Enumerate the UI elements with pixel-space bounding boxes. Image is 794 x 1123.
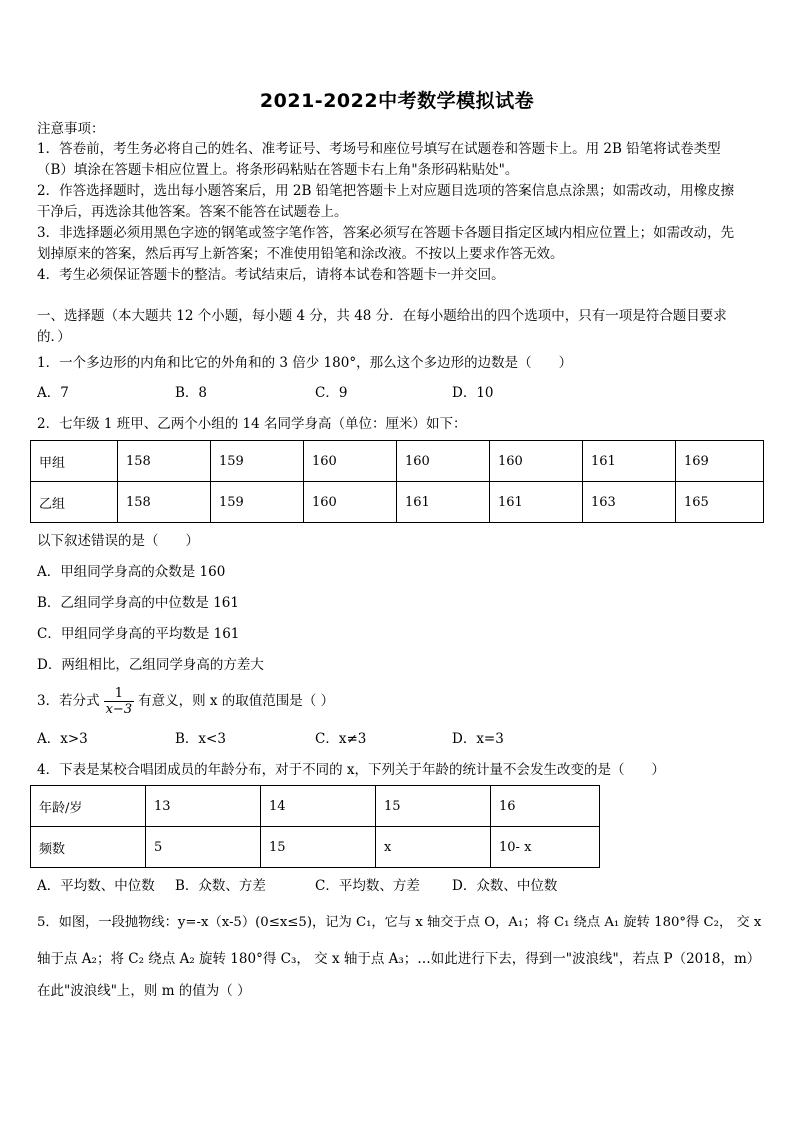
table-cell: 160 [304,482,397,523]
q3-fraction-denominator: x−3 [105,702,133,717]
notice-line: 4．考生必须保证答题卡的整洁。考试结束后，请将本试卷和答题卡一并交回。 [37,267,505,283]
table-cell: 160 [490,441,583,482]
table-cell: 年龄/岁 [31,786,146,827]
q1-option-c: C．9 [315,385,348,401]
table-cell: 160 [397,441,490,482]
q3-option-a: A．x>3 [37,731,88,747]
table-cell: 14 [261,786,376,827]
q4-option-a: A．平均数、中位数 [37,878,155,894]
q3-option-d: D．x=3 [452,731,504,747]
q3-fraction [104,686,135,717]
table-cell: x [376,827,491,868]
question-5-line: 5．如图，一段抛物线：y=-x（x-5）(0≤x≤5)，记为 C₁，它与 x 轴交于点 O，A₁；将 C₁ 绕点 A₁ 旋转 180°得 C₂， 交 x [37,915,762,930]
q2-height-table [30,440,764,523]
table-cell: 169 [676,441,764,482]
table-row [31,827,600,868]
q3-option-c: C．x≠3 [315,731,367,747]
table-cell: 161 [583,441,676,482]
question-5-line: 在此"波浪线"上，则 m 的值为（ ） [37,983,251,999]
table-cell: 160 [304,441,397,482]
q4-option-d: D．众数、中位数 [452,878,558,894]
table-cell: 10- x [491,827,600,868]
table-cell: 频数 [31,827,146,868]
notice-line: 3．非选择题必须用黑色字迹的钢笔或签字笔作答，答案必须写在答题卡各题目指定区域内相应位置上；如需改动，先 [37,225,735,241]
q2-option-c: C．甲组同学身高的平均数是 161 [37,626,240,642]
notice-line: 干净后，再选涂其他答案。答案不能答在试题卷上。 [37,204,348,220]
question-2-stem: 2．七年级 1 班甲、乙两个小组的 14 名同学身高（单位：厘米）如下： [37,416,467,432]
question-1-stem: 1．一个多边形的内角和比它的外角和的 3 倍少 180°，那么这个多边形的边数是（ ） [37,355,573,371]
q4-age-table [30,785,600,868]
question-3-stem [37,683,334,719]
q2-option-b: B．乙组同学身高的中位数是 161 [37,595,239,611]
q3-option-b: B．x<3 [175,731,226,747]
table-cell: 15 [376,786,491,827]
notice-heading: 注意事项： [37,121,105,137]
section-heading: 一、选择题（本大题共 12 个小题，每小题 4 分，共 48 分．在每小题给出的四个选项中，只有一项是符合题目要求 [37,308,727,324]
notice-line: 1．答卷前，考生务必将自己的姓名、准考证号、考场号和座位号填写在试题卷和答题卡上。用 2B 铅笔将试卷类型 [37,141,721,157]
q3-stem-pre: 3．若分式 [37,693,100,709]
q2-prompt: 以下叙述错误的是（ ） [37,533,199,549]
q4-option-c: C．平均数、方差 [315,878,420,894]
notice-line: （B）填涂在答题卡相应位置上。将条形码粘贴在答题卡右上角"条形码粘贴处"。 [37,162,519,178]
q1-option-b: B．8 [175,385,208,401]
table-cell: 165 [676,482,764,523]
table-cell: 159 [211,441,304,482]
section-heading-cont: 的．） [37,329,71,345]
table-cell: 159 [211,482,304,523]
q3-stem-post: 有意义，则 x 的取值范围是（ ） [138,693,335,709]
table-cell: 158 [118,441,211,482]
q1-option-d: D．10 [452,385,494,401]
table-cell: 15 [261,827,376,868]
table-row [31,441,764,482]
table-row [31,482,764,523]
q4-option-b: B．众数、方差 [175,878,266,894]
table-cell: 甲组 [31,441,118,482]
question-4-stem: 4．下表是某校合唱团成员的年龄分布，对于不同的 x，下列关于年龄的统计量不会发生改变的是（ ） [37,762,665,778]
table-cell: 5 [146,827,261,868]
question-5-line: 轴于点 A₂；将 C₂ 绕点 A₂ 旋转 180°得 C₃， 交 x 轴于点 A₃；…如此进行下去，得到一"波浪线"，若点 P（2018，m） [37,951,761,967]
page-title: 2021-2022中考数学模拟试卷 [259,90,535,112]
q3-fraction-numerator: 1 [104,686,135,702]
table-row [31,786,600,827]
table-cell: 161 [490,482,583,523]
table-cell: 158 [118,482,211,523]
table-cell: 163 [583,482,676,523]
q2-option-d: D．两组相比，乙组同学身高的方差大 [37,657,264,673]
table-cell: 16 [491,786,600,827]
table-cell: 乙组 [31,482,118,523]
notice-line: 2．作答选择题时，选出每小题答案后，用 2B 铅笔把答题卡上对应题目选项的答案信息点涂黑；如需改动，用橡皮擦 [37,183,735,199]
table-cell: 161 [397,482,490,523]
q2-option-a: A．甲组同学身高的众数是 160 [37,564,226,580]
q1-option-a: A．7 [37,385,69,401]
notice-line: 划掉原来的答案，然后再写上新答案；不准使用铅笔和涂改液。不按以上要求作答无效。 [37,246,564,262]
table-cell: 13 [146,786,261,827]
